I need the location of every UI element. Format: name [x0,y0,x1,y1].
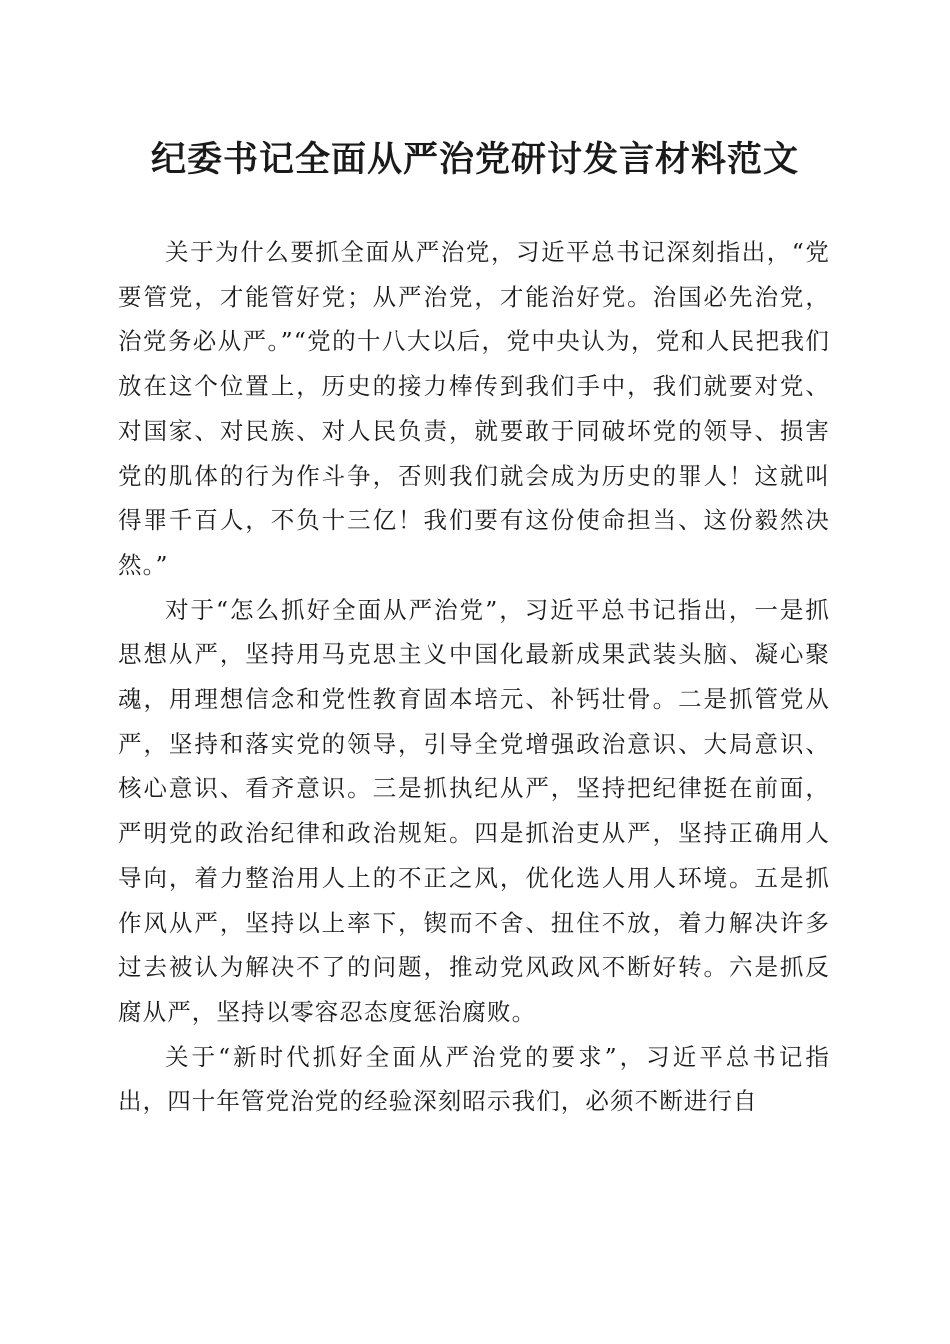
document-body [118,230,830,1124]
paragraph-3: 关于“新时代抓好全面从严治党的要求”，习近平总书记指出，四十年管党治党的经验深刻昭示我们，必须不断进行自 [118,1042,830,1116]
paragraph-2: 对于“怎么抓好全面从严治党”，习近平总书记指出，一是抓思想从严，坚持用马克思主义中国化最新成果武装头脑、凝心聚魂，用理想信念和党性教育固本培元、补钙壮骨。二是抓管党从严，坚持和落实党的领导，引导全党增强政治意识、大局意识、核心意识、看齐意识。三是抓执纪从严，坚持把纪律挺在前面，严明党的政治纪律和政治规矩。四是抓治吏从严，坚持正确用人导向，着力整治用人上的不正之风，优化选人用人环境。五是抓作风从严，坚持以上率下，锲而不舍、扭住不放，着力解决许多过去被认为解决不了的问题，推动党风政风不断好转。六是抓反腐从严，坚持以零容忍态度惩治腐败。 [118,595,830,1026]
paragraph-1: 关于为什么要抓全面从严治党，习近平总书记深刻指出，“党要管党，才能管好党；从严治党，才能治好党。治国必先治党，治党务必从严。”“党的十八大以后，党中央认为，党和人民把我们放在这个位置上，历史的接力棒传到我们手中，我们就要对党、对国家、对民族、对人民负责，就要敢于同破坏党的领导、损害党的肌体的行为作斗争，否则我们就会成为历史的罪人！这就叫得罪千百人，不负十三亿！我们要有这份使命担当、这份毅然决然。” [118,238,830,579]
document-title: 纪委书记全面从严治党研讨发言材料范文 [150,139,799,180]
